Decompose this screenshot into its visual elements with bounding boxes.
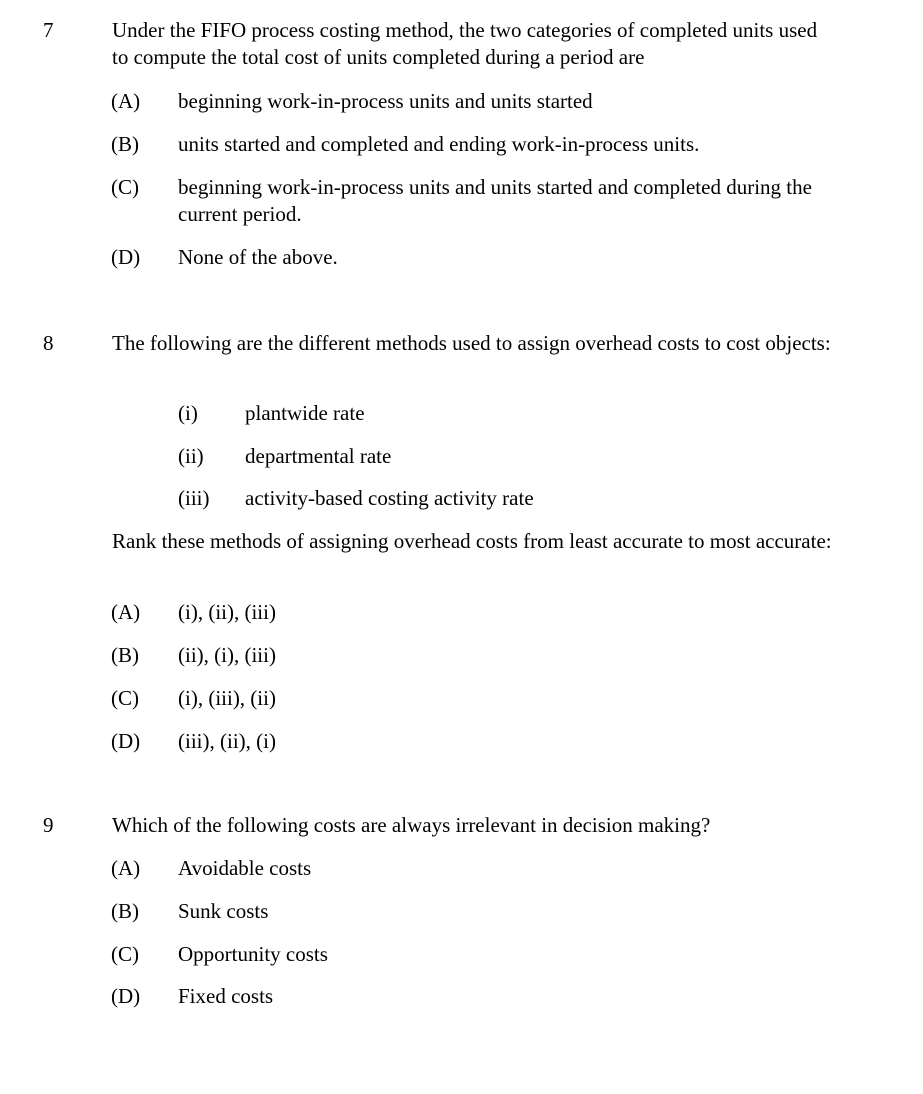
option-letter-a: (A) <box>111 600 141 624</box>
option-text-b: Sunk costs <box>178 899 269 923</box>
option-letter-d: (D) <box>111 729 141 753</box>
question-number: 8 <box>43 331 54 355</box>
question-number: 7 <box>43 18 54 42</box>
method-text-ii: departmental rate <box>245 444 392 468</box>
option-letter-c: (C) <box>111 942 139 966</box>
question-prompt: Rank these methods of assigning overhead costs from least accurate to most accurate: <box>112 529 832 553</box>
method-label-iii: (iii) <box>178 486 210 510</box>
option-text-b: units started and completed and ending work-in-process units. <box>178 132 700 156</box>
option-letter-a: (A) <box>111 89 141 113</box>
option-letter-d: (D) <box>111 245 141 269</box>
option-letter-b: (B) <box>111 643 139 667</box>
question-stem: Under the FIFO process costing method, the two categories of completed units used to compute the total cost of units completed during a period are <box>112 18 818 69</box>
option-letter-d: (D) <box>111 984 141 1008</box>
option-text-c: (i), (iii), (ii) <box>178 686 276 710</box>
method-label-i: (i) <box>178 401 198 425</box>
option-text-c: Opportunity costs <box>178 942 328 966</box>
option-letter-b: (B) <box>111 899 139 923</box>
option-text-a: beginning work-in-process units and units started <box>178 89 593 113</box>
question-number: 9 <box>43 813 54 837</box>
option-text-d: None of the above. <box>178 245 338 269</box>
option-letter-b: (B) <box>111 132 139 156</box>
option-text-a: (i), (ii), (iii) <box>178 600 276 624</box>
option-text-d: Fixed costs <box>178 984 274 1008</box>
option-text-c: beginning work-in-process units and units started and completed during the current period. <box>178 175 812 226</box>
option-text-d: (iii), (ii), (i) <box>178 729 276 753</box>
option-letter-a: (A) <box>111 856 141 880</box>
question-stem: The following are the different methods used to assign overhead costs to cost objects: <box>112 331 831 355</box>
question-stem: Which of the following costs are always irrelevant in decision making? <box>112 813 711 837</box>
option-letter-c: (C) <box>111 175 139 199</box>
option-text-a: Avoidable costs <box>178 856 312 880</box>
method-label-ii: (ii) <box>178 444 204 468</box>
option-letter-c: (C) <box>111 686 139 710</box>
method-text-i: plantwide rate <box>245 401 365 425</box>
method-text-iii: activity-based costing activity rate <box>245 486 534 510</box>
option-text-b: (ii), (i), (iii) <box>178 643 276 667</box>
